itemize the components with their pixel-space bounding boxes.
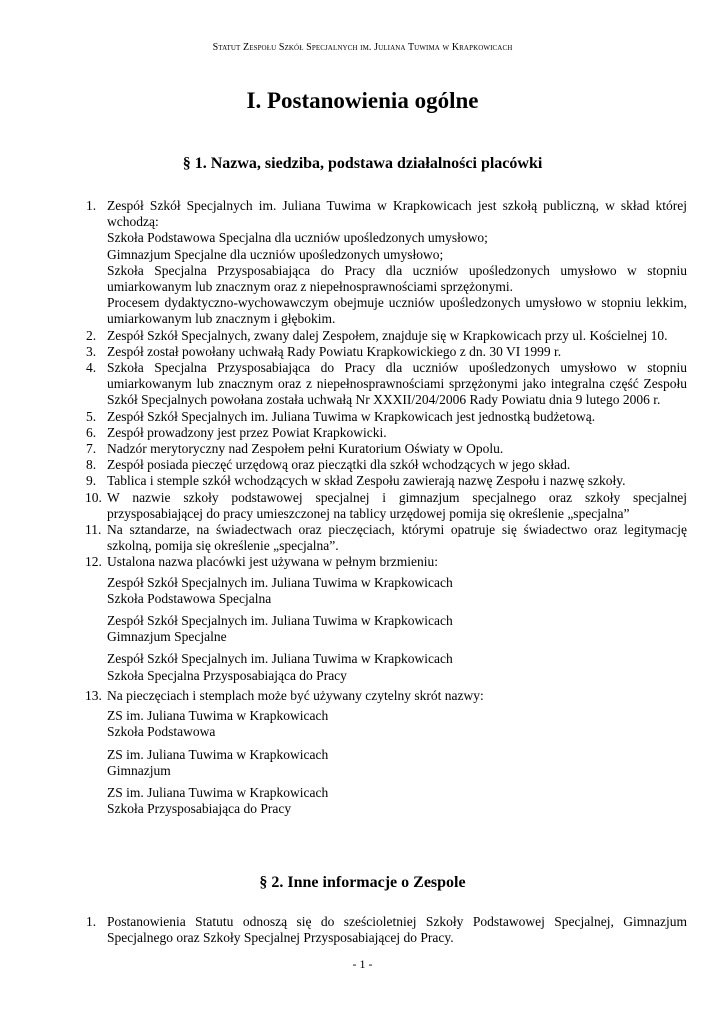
list-item [86,198,687,328]
list-item [86,457,687,473]
item-number: 3. [86,343,97,359]
item-text: Na sztandarze, na świadectwach oraz pieczęciach, którymi opatruje się świadectwo oraz legitymację szkolną, pomija się określenie „specjalna”. [107,522,687,554]
name-line: Zespół Szkół Specjalnych im. Juliana Tuwima w Krapkowicach [107,613,453,629]
item-number: 1. [86,914,97,929]
name-line: Szkoła Podstawowa [107,724,216,740]
chapter-title: I. Postanowienia ogólne [246,88,479,113]
name-line: Gimnazjum Specjalne [107,629,227,645]
item-number: 7. [86,441,97,457]
name-line: Zespół Szkół Specjalnych im. Juliana Tuwima w Krapkowicach [107,651,453,667]
list-item [86,328,687,344]
item-number: 6. [86,424,97,440]
item-text: W nazwie szkoły podstawowej specjalnej i gimnazjum specjalnego oraz szkoły specjalnej przysposabiającej do pracy umieszczonej na tablicy urzędowej pomija się określenie „specjalna” [107,489,687,521]
item-number: 8. [86,457,97,473]
short-name-block [107,747,687,779]
name-line: ZS im. Juliana Tuwima w Krapkowicach [107,708,329,724]
item-text: Nadzór merytoryczny nad Zespołem pełni Kuratorium Oświaty w Opolu. [107,441,504,457]
list-item [86,360,687,409]
short-name-block [107,708,687,740]
name-block [107,575,687,607]
section-1-list [86,198,687,817]
section-2-list [86,914,687,946]
name-line: Szkoła Podstawowa Specjalna [107,590,272,606]
item-text: Zespół posiada pieczęć urzędową oraz pieczątki dla szkół wchodzących w jego skład. [107,457,571,473]
name-line: Szkoła Specjalna Przysposabiająca do Pracy [107,667,347,683]
list-item [86,425,687,441]
item-text: Szkoła Specjalna Przysposabiająca do Pracy dla uczniów upośledzonych umysłowo w stopniu umiarkowanym lub znacznym oraz z niepełnosprawnościami sprzężonymi jako integralna część Zespołu Szkół Specjalnych powołana została uchwałą Nr XXXII/204/2006 Rady Powiatu dnia 9 lutego 2006 r. [107,360,687,408]
list-item [86,914,687,946]
list-item [86,473,687,489]
item-text: Zespół Szkół Specjalnych, zwany dalej Zespołem, znajduje się w Krapkowicach przy ul. Kościelnej 10. [107,327,668,343]
name-block [107,651,687,683]
list-item [86,522,687,554]
item-number: 13. [85,687,102,703]
list-item [86,344,687,360]
item-text: Ustalona nazwa placówki jest używana w pełnym brzmieniu: [107,554,439,570]
list-item [86,688,687,817]
page-number: - 1 - [352,957,373,971]
name-line: Gimnazjum [107,762,171,778]
item-text: Szkoła Specjalna Przysposabiająca do Pracy dla uczniów upośledzonych umysłowo w stopniu umiarkowanym lub znacznym oraz z niepełnosprawnościami sprzężonymi. [107,262,687,295]
item-text: Zespół Szkół Specjalnych im. Juliana Tuwima w Krapkowicach jest jednostką budżetową. [107,408,596,424]
item-number: 4. [86,360,97,376]
name-line: ZS im. Juliana Tuwima w Krapkowicach [107,784,329,800]
item-text: Procesem dydaktyczno-wychowawczym obejmuje uczniów upośledzonych umysłowo w stopniu lekkim, umiarkowanym lub znacznym i głębokim. [107,295,687,327]
item-number: 11. [85,522,102,538]
item-number: 10. [85,489,102,505]
item-text: Postanowienia Statutu odnoszą się do sześcioletniej Szkoły Podstawowej Specjalnej, Gimnazjum Specjalnego oraz Szkoły Specjalnej Przysposabiającej do Pracy. [107,914,687,946]
section-2-title: § 2. Inne informacje o Zespole [259,874,466,891]
name-block [107,613,687,645]
item-number: 2. [86,327,97,343]
item-number: 5. [86,408,97,424]
item-text: Na pieczęciach i stemplach może być używany czytelny skrót nazwy: [107,687,484,703]
section-1-title: § 1. Nazwa, siedziba, podstawa działalności placówki [182,155,543,172]
running-header: Statut Zespołu Szkół Specjalnych im. Juliana Tuwima w Krapkowicach [212,42,513,53]
item-text: Szkoła Podstawowa Specjalna dla uczniów upośledzonych umysłowo; [107,230,488,246]
name-line: Szkoła Przysposabiająca do Pracy [107,801,292,817]
list-item [86,409,687,425]
item-text: Zespół Szkół Specjalnych im. Juliana Tuwima w Krapkowicach jest szkołą publiczną, w skład której wchodzą: [107,198,687,230]
item-number: 9. [86,473,97,489]
name-line: ZS im. Juliana Tuwima w Krapkowicach [107,746,329,762]
item-text: Gimnazjum Specjalne dla uczniów upośledzonych umysłowo; [107,246,444,262]
list-item [86,554,687,683]
item-number: 1. [86,198,97,213]
list-item [86,490,687,522]
name-line: Zespół Szkół Specjalnych im. Juliana Tuwima w Krapkowicach [107,574,453,590]
item-number: 12. [85,554,102,570]
list-item [86,441,687,457]
item-text: Tablica i stemple szkół wchodzących w skład Zespołu zawierają nazwę Zespołu i nazwę szkoły. [107,473,626,489]
item-text: Zespół prowadzony jest przez Powiat Krapkowicki. [107,424,387,440]
short-name-block [107,785,687,817]
item-text: Zespół został powołany uchwałą Rady Powiatu Krapkowickiego z dn. 30 VI 1999 r. [107,343,562,359]
